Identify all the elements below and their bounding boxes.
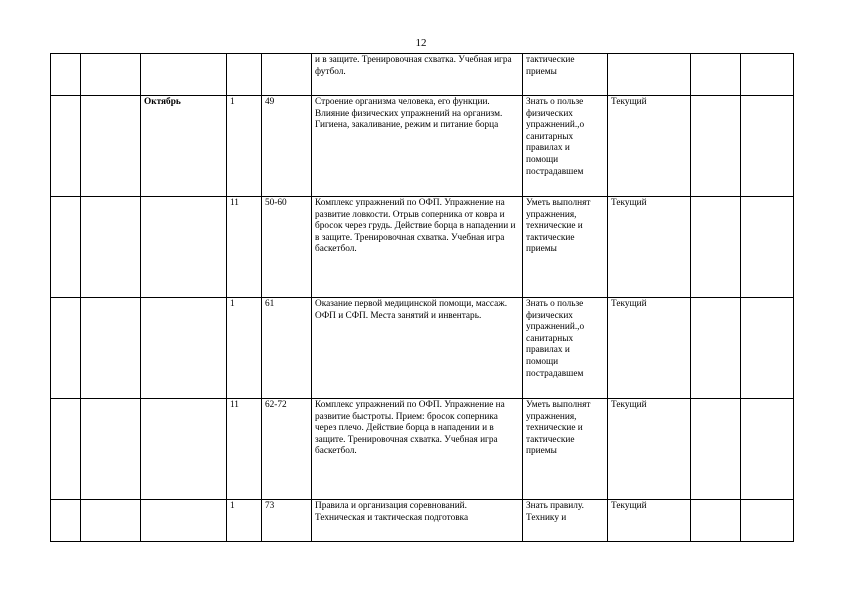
cell-blank-1 (81, 54, 141, 96)
page-number: 12 (415, 37, 427, 49)
cell-blank-2 (691, 197, 741, 298)
lesson-plan-table (50, 53, 794, 542)
cell-hours: 1 (227, 298, 262, 399)
table-row (51, 399, 794, 500)
cell-requirements: Знать о пользе физических упражнений.,о санитарных правилах и помощи пострадавшем (523, 96, 608, 197)
cell-control (608, 54, 691, 96)
cell-number (51, 96, 81, 197)
cell-blank-1 (81, 399, 141, 500)
cell-blank-2 (691, 399, 741, 500)
cell-number (51, 197, 81, 298)
cell-topic: Строение организма человека, его функции. Влияние физических упражнений на организм. Гигиена, закаливание, режим и питание борца (312, 96, 523, 197)
cell-blank-3 (741, 96, 794, 197)
cell-number (51, 500, 81, 542)
cell-blank-3 (741, 399, 794, 500)
cell-hours (227, 54, 262, 96)
cell-month: Октябрь (141, 96, 227, 197)
cell-requirements: Знать правилу. Технику и (523, 500, 608, 542)
cell-control: Текущий (608, 399, 691, 500)
cell-blank-2 (691, 96, 741, 197)
cell-requirements: тактические приемы (523, 54, 608, 96)
cell-blank-2 (691, 54, 741, 96)
cell-requirements: Знать о пользе физических упражнений.,о санитарных правилах и помощи пострадавшем (523, 298, 608, 399)
cell-requirements: Уметь выполнят упражнения, технические и тактические приемы (523, 197, 608, 298)
cell-topic: Оказание первой медицинской помощи, массаж. ОФП и СФП. Места занятий и инвентарь. (312, 298, 523, 399)
table-row (51, 298, 794, 399)
cell-hours: 11 (227, 399, 262, 500)
cell-lessons: 61 (262, 298, 312, 399)
cell-blank-3 (741, 54, 794, 96)
table-row (51, 500, 794, 542)
table-row (51, 54, 794, 96)
cell-lessons: 50-60 (262, 197, 312, 298)
cell-lessons: 73 (262, 500, 312, 542)
cell-number (51, 399, 81, 500)
cell-control: Текущий (608, 197, 691, 298)
cell-control: Текущий (608, 96, 691, 197)
cell-topic: и в защите. Тренировочная схватка. Учебная игра футбол. (312, 54, 523, 96)
lesson-plan-body (51, 54, 794, 542)
cell-blank-2 (691, 298, 741, 399)
cell-month (141, 399, 227, 500)
cell-blank-3 (741, 500, 794, 542)
cell-hours: 1 (227, 96, 262, 197)
cell-requirements: Уметь выполнят упражнения, технические и тактические приемы (523, 399, 608, 500)
cell-month (141, 54, 227, 96)
cell-lessons: 49 (262, 96, 312, 197)
cell-blank-1 (81, 197, 141, 298)
cell-control: Текущий (608, 298, 691, 399)
cell-month (141, 500, 227, 542)
cell-topic: Комплекс упражнений по ОФП. Упражнение на развитие быстроты. Прием: бросок соперника через плечо. Действие борца в нападении и в защите. Тренировочная схватка. Учебная игра баскетбол. (312, 399, 523, 500)
cell-month (141, 298, 227, 399)
cell-blank-3 (741, 298, 794, 399)
cell-topic: Правила и организация соревнований. Техническая и тактическая подготовка (312, 500, 523, 542)
cell-lessons: 62-72 (262, 399, 312, 500)
table-row (51, 96, 794, 197)
cell-blank-1 (81, 298, 141, 399)
cell-hours: 1 (227, 500, 262, 542)
cell-number (51, 298, 81, 399)
cell-month (141, 197, 227, 298)
cell-topic: Комплекс упражнений по ОФП. Упражнение на развитие ловкости. Отрыв соперника от ковра и бросок через грудь. Действие борца в нападении и в защите. Тренировочная схватка. Учебная игра баскетбол. (312, 197, 523, 298)
table-row (51, 197, 794, 298)
cell-number (51, 54, 81, 96)
cell-hours: 11 (227, 197, 262, 298)
cell-blank-3 (741, 197, 794, 298)
cell-lessons (262, 54, 312, 96)
cell-blank-1 (81, 96, 141, 197)
cell-blank-2 (691, 500, 741, 542)
cell-control: Текущий (608, 500, 691, 542)
cell-blank-1 (81, 500, 141, 542)
